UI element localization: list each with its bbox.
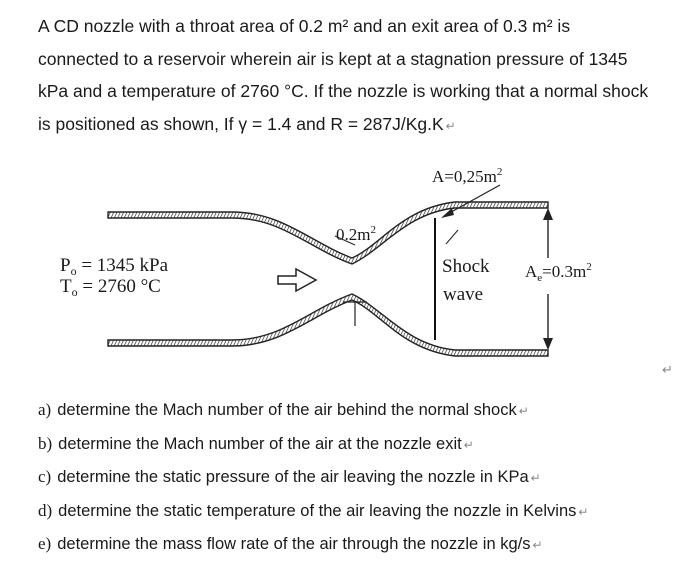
question-item: d) determine the static temperature of the air leaving the nozzle in Kelvins ↵ [38, 500, 589, 520]
problem-statement [38, 10, 678, 142]
exit-area-label: $A_e=0.3m^2$ [525, 261, 592, 284]
nozzle-diagram [0, 150, 700, 370]
problem-line-4: is positioned as shown, If γ = 1.4 and R = 287J/Kg.K ↵ [38, 113, 456, 134]
shock-area-label: $A=0,25m^2$ [432, 166, 503, 186]
question-item: a) determine the Mach number of the air behind the normal shock ↵ [38, 400, 529, 419]
shock-callout-leader [446, 230, 458, 244]
question-item: e) determine the mass flow rate of the air through the nozzle in kg/s ↵ [38, 534, 543, 554]
question-list [38, 394, 588, 562]
return-mark: ↵ [530, 471, 541, 486]
shock-label-line1: Shock [442, 256, 490, 277]
stagnation-temperature-label: $T_o = 2760$ °C [60, 276, 161, 299]
nozzle-upper-wall [108, 202, 548, 264]
problem-line-3: kPa and a temperature of 2760 °C. If the nozzle is working that a normal shock [38, 81, 649, 101]
problem-line-1: A CD nozzle with a throat area of 0.2 m² and an exit area of 0.3 m² is [38, 16, 571, 36]
throat-area-label: $0.2m^2$ [336, 224, 376, 244]
problem-line-2: connected to a reservoir wherein air is kept at a stagnation pressure of 1345 [38, 48, 628, 69]
return-mark: ↵ [578, 504, 589, 519]
return-mark: ↵ [445, 118, 456, 133]
question-item: b) determine the Mach number of the air at the nozzle exit ↵ [38, 433, 474, 453]
flow-arrow-icon [278, 269, 316, 291]
shock-label-line2: wave [443, 284, 484, 305]
return-mark: ↵ [518, 404, 529, 418]
return-mark: ↵ [463, 437, 474, 452]
return-mark: ↵ [532, 538, 543, 553]
question-item: c) determine the static pressure of the air leaving the nozzle in KPa ↵ [38, 467, 541, 487]
stagnation-pressure-label: $P_o = 1345$ kPa [60, 255, 169, 278]
exit-arrow-up-icon [543, 208, 553, 220]
exit-arrow-down-icon [543, 338, 553, 350]
return-mark: ↵ [662, 362, 673, 377]
